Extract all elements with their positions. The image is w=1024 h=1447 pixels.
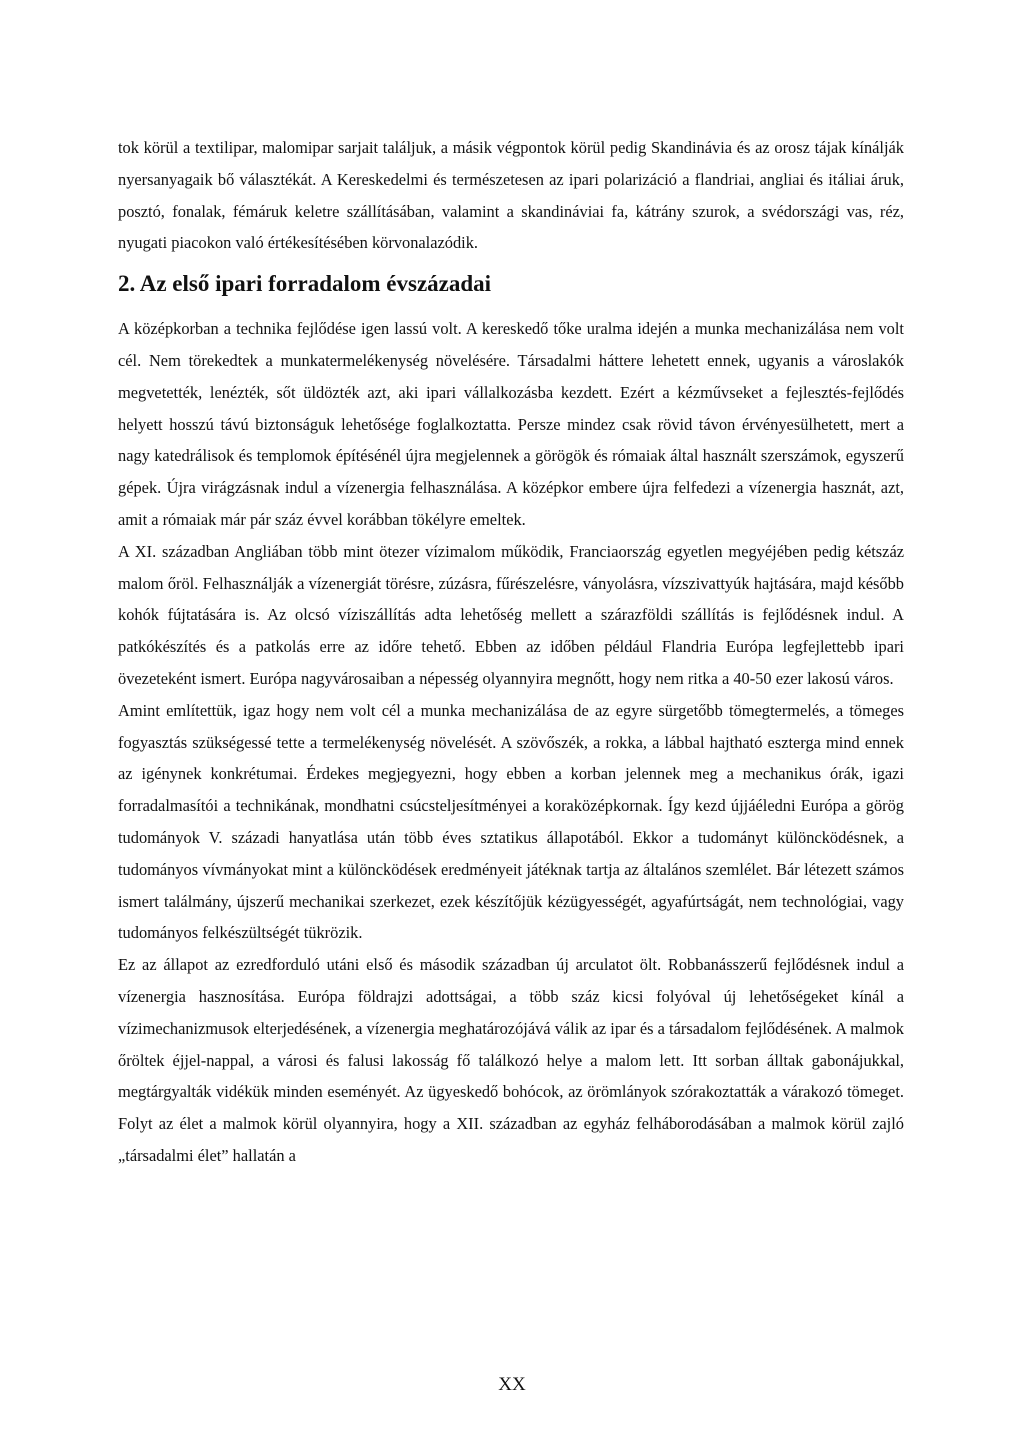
body-paragraph-4: Ez az állapot az ezredforduló utáni első és második században új arculatot ölt. Robbanásszerű fejlődésnek indul a vízenergia hasznosítása. Európa földrajzi adottságai, a több száz kicsi folyóval új lehetőségeket kínál a vízimechanizmusok elterjedésének, a vízenergia meghatározójává válik az ipar és a társadalom fejlődésének. A malmok őröltek éjjel-nappal, a városi és falusi lakosság fő találkozó helye a malom lett. Itt sorban álltak gabonájukkal, megtárgyalták vidékük minden eseményét. Az ügyeskedő bohócok, az örömlányok szórakoztatták a várakozó tömeget. Folyt az élet a malmok körül olyannyira, hogy a XII. században az egyház felháborodásában a malmok körül zajló „társadalmi élet” hallatán a — [118, 955, 904, 1165]
document-page — [118, 132, 904, 1412]
page-number: XX — [498, 1374, 526, 1395]
body-paragraph-2: A XI. században Angliában több mint ötezer vízimalom működik, Franciaország egyetlen megyéjében pedig kétszáz malom őröl. Felhasználják a vízenergiát törésre, zúzásra, fűrészelésre, ványolásra, vízszivattyúk hajtására, majd később kohók fújtatására is. Az olcsó víziszállítás adta lehetőség mellett a szárazföldi szállítás is fejlődésnek indul. A patkókészítés és a patkolás erre az időre tehető. Ebben az időben például Flandria Európa legfejlettebb ipari övezeteként ismert. Európa nagyvárosaiban a népesség olyannyira megnőtt, hogy nem ritka a 40-50 ezer lakosú város. — [118, 541, 904, 688]
body-paragraph-3: Amint említettük, igaz hogy nem volt cél a munka mechanizálása de az egyre sürgetőbb tömegtermelés, a tömeges fogyasztás szükségessé tette a termelékenység növelését. A szövőszék, a rokka, a lábbal hajtható eszterga mind ennek az igénynek konkrétumai. Érdekes megjegyezni, hogy ebben a korban jelennek meg a mechanikus órák, igazi forradalmasítói a technikának, mondhatni csúcsteljesítményei a koraközépkornak. Így kezd újjáéledni Európa a görög tudományok V. századi hanyatlása után több éves sztatikus állapotából. Ekkor a tudományt különcködésnek, a tudományos vívmányokat mint a különcködések eredményeit játéknak tartja az általános szemlélet. Bár létezett számos ismert találmány, újszerű mechanikai szerkezet, ezek készítőjük kézügyességét, agyafúrtságát, nem technológiai, vagy tudományos felkészültségét tükrözik. — [118, 700, 904, 943]
body-paragraph-1: A középkorban a technika fejlődése igen lassú volt. A kereskedő tőke uralma idején a munka mechanizálása nem volt cél. Nem törekedtek a munkatermelékenység növelésére. Társadalmi háttere lehetett ennek, ugyanis a városlakók megvetették, lenézték, sőt üldözték azt, aki ipari vállalkozásba kezdett. Ezért a kézművseket a fejlesztés-fejlődés helyett hosszú távú biztonságuk lehetősége foglalkoztatta. Persze mindez csak rövid távon érvényesülhetett, mert a nagy katedrálisok és templomok építésénél újra megjelennek a görögök és rómaiak által használt szerszámok, egyszerű gépek. Újra virágzásnak indul a vízenergia felhasználása. A középkor embere újra felfedezi a vízenergia hasznát, azt, amit a rómaiak már pár száz évvel korábban tökélyre emeltek. — [118, 319, 904, 529]
intro-paragraph: tok körül a textilipar, malomipar sarjait találjuk, a másik végpontok körül pedig Skandinávia és az orosz tájak kínálják nyersanyagaik bő választékát. A Kereskedelmi és természetesen az ipari polarizáció a flandriai, angliai és itáliai áruk, posztó, fonalak, fémáruk keletre szállításában, valamint a skandináviai fa, kátrány szurok, a svédországi vas, réz, nyugati piacokon való értékesítésében körvonalazódik. — [118, 138, 904, 253]
section-heading: 2. Az első ipari forradalom évszázadai — [118, 271, 492, 297]
